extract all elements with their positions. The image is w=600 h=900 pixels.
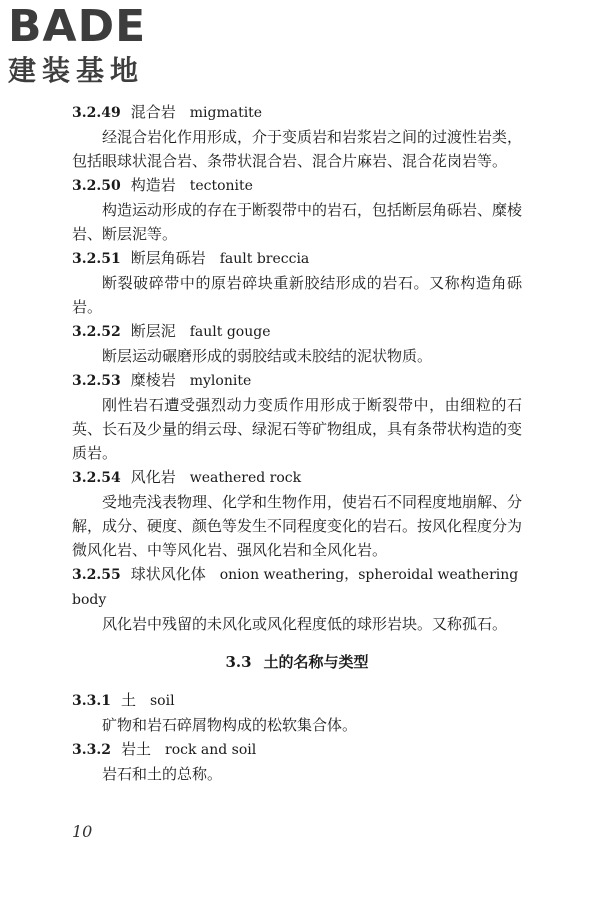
entry-definition: 构造运动形成的存在于断裂带中的岩石，包括断层角砾岩、糜棱岩、断层泥等。 bbox=[72, 201, 523, 243]
entry-definition: 矿物和岩石碎屑物构成的松软集合体。 bbox=[102, 716, 358, 734]
entry bbox=[72, 100, 522, 173]
section-heading bbox=[72, 650, 522, 674]
entry-heading bbox=[72, 688, 522, 713]
entry-term: 混合岩 bbox=[130, 103, 176, 121]
entry-term: 断层泥 bbox=[130, 322, 176, 340]
entry-definition: 受地壳浅表物理、化学和生物作用，使岩石不同程度地崩解、分解，成分、硬度、颜色等发生不同程度变化的岩石。按风化程度分为微风化岩、中等风化岩、强风化岩和全风化岩。 bbox=[72, 493, 523, 559]
page-number: 10 bbox=[72, 822, 93, 841]
entry-number: 3.2.53 bbox=[72, 373, 121, 389]
entry-number: 3.2.49 bbox=[72, 105, 121, 121]
entry-term: 风化岩 bbox=[130, 468, 176, 486]
entry-heading bbox=[72, 319, 522, 344]
entry-heading bbox=[72, 368, 522, 393]
document-body bbox=[72, 100, 522, 786]
entry-term: 构造岩 bbox=[130, 176, 176, 194]
entry-number: 3.2.54 bbox=[72, 470, 121, 486]
entry-term: 球状风化体 bbox=[130, 565, 206, 583]
entry-number: 3.3.1 bbox=[72, 693, 111, 709]
entry-english: migmatite bbox=[189, 105, 263, 121]
entry-number: 3.2.55 bbox=[72, 567, 121, 583]
entry-definition: 经混合岩化作用形成，介于变质岩和岩浆岩之间的过渡性岩类，包括眼球状混合岩、条带状混合岩、混合片麻岩、混合花岗岩等。 bbox=[72, 128, 523, 170]
entry-heading bbox=[72, 100, 522, 125]
entry-heading bbox=[72, 465, 522, 490]
entry-english: soil bbox=[150, 693, 175, 709]
entry-english: mylonite bbox=[189, 373, 252, 389]
entry-term: 岩土 bbox=[120, 740, 151, 758]
entry-term: 糜棱岩 bbox=[130, 371, 176, 389]
entry-definition: 刚性岩石遭受强烈动力变质作用形成于断裂带中，由细粒的石英、长石及少量的绢云母、绿泥石等矿物组成，具有条带状构造的变质岩。 bbox=[72, 396, 523, 462]
entry-number: 3.2.51 bbox=[72, 251, 121, 267]
entry-english: weathered rock bbox=[189, 470, 302, 486]
entry-number: 3.2.52 bbox=[72, 324, 121, 340]
entry-definition: 断层运动碾磨形成的弱胶结或未胶结的泥状物质。 bbox=[102, 347, 433, 365]
bade-logo bbox=[8, 1, 178, 90]
entry-definition: 风化岩中残留的未风化或风化程度低的球形岩块。又称孤石。 bbox=[102, 615, 508, 633]
logo-subtitle: 建装基地 bbox=[8, 54, 145, 87]
entry-term: 土 bbox=[120, 691, 136, 709]
entry bbox=[72, 688, 522, 737]
entry bbox=[72, 562, 522, 636]
entry bbox=[72, 368, 522, 465]
entry-english: onion weathering，spheroidal weathering body bbox=[72, 567, 519, 608]
entry-definition: 岩石和土的总称。 bbox=[102, 765, 223, 783]
section-number: 3.3 bbox=[225, 653, 252, 671]
entry-number: 3.3.2 bbox=[72, 742, 111, 758]
entry-english: fault breccia bbox=[219, 251, 310, 267]
entry-heading bbox=[72, 173, 522, 198]
entry-english: rock and soil bbox=[165, 742, 257, 758]
entry-heading bbox=[72, 562, 522, 612]
entry-number: 3.2.50 bbox=[72, 178, 121, 194]
entry-heading bbox=[72, 246, 522, 271]
entry bbox=[72, 173, 522, 246]
entry-term: 断层角砾岩 bbox=[130, 249, 206, 267]
section-title: 土的名称与类型 bbox=[263, 653, 369, 671]
entry bbox=[72, 319, 522, 368]
entry-heading bbox=[72, 737, 522, 762]
entry bbox=[72, 737, 522, 786]
entry-english: fault gouge bbox=[189, 324, 271, 340]
entry-definition: 断裂破碎带中的原岩碎块重新胶结形成的岩石。又称构造角砾岩。 bbox=[72, 274, 522, 316]
entry bbox=[72, 465, 522, 562]
entry bbox=[72, 246, 522, 319]
logo-wordmark: BADE bbox=[8, 1, 147, 52]
entry-english: tectonite bbox=[189, 178, 253, 194]
